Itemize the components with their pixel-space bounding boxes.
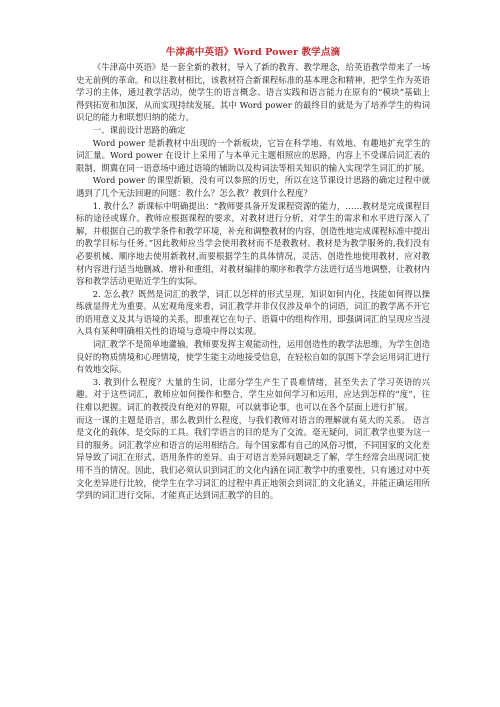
paragraph-intro: 《牛津高中英语》是一套全新的教材，导入了新的教育、教学理念，给英语教学带来了一场史无前例的革命。和以往教材相比，该教材符合新课程标准的基本理念和精神，把学生作为英语学习的主体，通过教学活动，使学生的语言概念、语言实践和语言能力在原有的“模块”基础上得到拓宽和加深，从而实现持续发展。其中 Word power 的最终目的就是为了培养学生的构词识记的能力和联想归纳的能力。 bbox=[76, 62, 430, 123]
paragraph-what-to-teach: 1. 教什么？新课标中明确提出：“教师要具备开发课程资源的能力，……教材是完成课程目标的途径或媒介。教师应根据课程的要求，对教材进行分析，对学生的需求和水平进行深入了解，并根据自己的教学条件和教学环境，补充和调整教材的内容，创造性地完成课程标准中提出的教学目标与任务。”因此教师应当学会使用教材而不是教教材。教材是为教学服务的,我们没有必要机械、顺序地去使用新教材,而要根据学生的具体情况，灵活、创造性地使用教材，应对教材内容进行适当地删减、增补和重组，对教材编排的顺序和教学方法进行适当地调整，让教材内容和教学活动更贴近学生的实际。 bbox=[76, 200, 430, 287]
paragraph-how-to-teach: 2. 怎么教？既然是词汇的教学，词汇以怎样的形式呈现，知识如何内化，技能如何得以操练就显得尤为重要。从宏观角度来看，词汇教学并非仅仅涉及单个的词语，词汇的教学离不开它的语用意义及其与语境的关系，即重视它在句子、语篇中的组构作用，即强调词汇的呈现应当浸入具有某种明确相关性的语境与意境中得以实现。 bbox=[76, 288, 430, 337]
paragraph-word-power: Word power 是新教材中出现的一个新板块，它旨在科学地、有效地、有趣地扩充学生的词汇量。Word power 在设计上采用了与本单元主题相照应的思路，内容上不受课后词汇表的限制，期冀在同一语意场中通过语境的辅助以及构词法等相关知识的输入实现学生词汇的扩展。 bbox=[76, 137, 430, 173]
section-heading-1: 一、课前设计思路的确定 bbox=[92, 124, 186, 135]
paragraph-language-topic: 而这一课的主题是语言，那么教到什么程度，与我们教师对语言的理解就有莫大的关系。 语言是文化的载体，是交际的工具。我们学语言的目的是为了交流。毫无疑问，词汇教学也要为这一目的服务。词汇教学应和语言的运用相结合。每个国家都有自己的风俗习惯，不同国家的文化差异导致了词汇在形式、语用条件的差异。由于对语言差异问题缺乏了解，学生经常会出现词汇使用不当的情况。因此，我们必须认识到词汇的文化内涵在词汇教学中的重要性，只有通过对中英文化差异进行比较，使学生在学习词汇的过程中真正地领会到词汇的文化涵义，并能正确运用所学到的词汇进行交际，才能真正达到词汇教学的目的。 bbox=[76, 414, 430, 501]
document-page bbox=[76, 46, 430, 502]
paragraph-degree: 3. 教到什么程度？大量的生词，让部分学生产生了畏难情绪，甚至失去了学习英语的兴趣。对于这些词汇，教师应如何操作和整合，学生应如何学习和运用，应达到怎样的“度”，往往难以把握。词汇的教授没有绝对的界限，可以就事论事，也可以在各个层面上进行扩展。 bbox=[76, 376, 430, 413]
paragraph-vocab-teaching: 词汇教学不是简单地灌输，教师要发挥主观能动性，运用创造性的教学法思维，为学生创造良好的物质情境和心理情境，使学生能主动地接受信息，在轻松自如的氛围下学会运用词汇进行有效地交际。 bbox=[76, 339, 430, 375]
paragraph-questions: Word power 的课型新颖，没有可以参照的历史，所以在这节课设计思路的确定过程中就遇到了几个无法回避的问题：教什么？怎么教？教到什么程度？ bbox=[76, 175, 430, 198]
document-title: 牛津高中英语》Word Power 教学点滴 bbox=[165, 47, 341, 58]
